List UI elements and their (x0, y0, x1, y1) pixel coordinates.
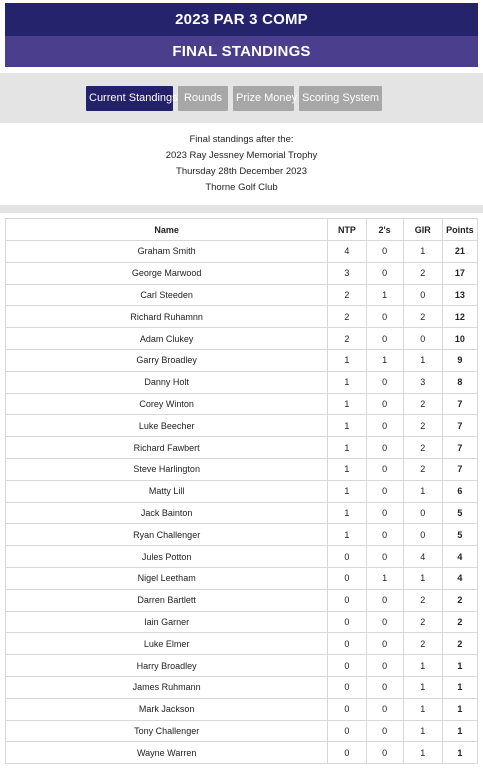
points-cell: 2 (442, 589, 477, 611)
player-name-cell: Tony Challenger (6, 720, 328, 742)
gir-cell: 2 (403, 633, 442, 655)
gir-cell: 0 (403, 524, 442, 546)
twos-cell: 0 (366, 524, 403, 546)
table-row (6, 480, 478, 502)
gir-cell: 2 (403, 437, 442, 459)
points-cell: 7 (442, 458, 477, 480)
twos-cell: 0 (366, 480, 403, 502)
twos-cell: 0 (366, 589, 403, 611)
ntp-cell: 2 (328, 284, 366, 306)
ntp-cell: 2 (328, 306, 366, 328)
player-name-cell: Ryan Challenger (6, 524, 328, 546)
twos-cell: 0 (366, 546, 403, 568)
player-name-cell: Adam Clukey (6, 328, 328, 350)
ntp-cell: 1 (328, 349, 366, 371)
table-row (6, 655, 478, 677)
player-name-cell: Mark Jackson (6, 698, 328, 720)
gir-cell: 1 (403, 676, 442, 698)
twos-cell: 0 (366, 437, 403, 459)
twos-cell: 0 (366, 371, 403, 393)
ntp-cell: 0 (328, 546, 366, 568)
twos-cell: 0 (366, 262, 403, 284)
table-row (6, 393, 478, 415)
twos-cell: 0 (366, 633, 403, 655)
twos-cell: 0 (366, 655, 403, 677)
ntp-cell: 1 (328, 437, 366, 459)
player-name-cell: Graham Smith (6, 241, 328, 263)
gir-cell: 3 (403, 371, 442, 393)
player-name-cell: Corey Winton (6, 393, 328, 415)
ntp-cell: 1 (328, 524, 366, 546)
twos-cell: 0 (366, 742, 403, 764)
ntp-cell: 4 (328, 241, 366, 263)
gir-cell: 2 (403, 458, 442, 480)
points-cell: 8 (442, 371, 477, 393)
tab-list (86, 86, 382, 111)
player-name-cell: Carl Steeden (6, 284, 328, 306)
ntp-cell: 3 (328, 262, 366, 284)
ntp-cell: 1 (328, 415, 366, 437)
twos-cell: 0 (366, 502, 403, 524)
gir-cell: 1 (403, 698, 442, 720)
player-name-cell: Jack Bainton (6, 502, 328, 524)
ntp-cell: 2 (328, 328, 366, 350)
points-cell: 21 (442, 241, 477, 263)
table-row (6, 524, 478, 546)
points-cell: 17 (442, 262, 477, 284)
player-name-cell: Richard Ruhamnn (6, 306, 328, 328)
gir-cell: 2 (403, 589, 442, 611)
player-name-cell: Richard Fawbert (6, 437, 328, 459)
column-header-name: Name (6, 219, 328, 241)
ntp-cell: 0 (328, 611, 366, 633)
player-name-cell: Jules Potton (6, 546, 328, 568)
twos-cell: 0 (366, 393, 403, 415)
event-venue: Thorne Golf Club (205, 182, 278, 193)
player-name-cell: George Marwood (6, 262, 328, 284)
player-name-cell: Darren Bartlett (6, 589, 328, 611)
event-date: Thursday 28th December 2023 (176, 166, 307, 177)
tab-scoring-system[interactable]: Scoring System (299, 86, 382, 111)
twos-cell: 0 (366, 306, 403, 328)
event-name: 2023 Ray Jessney Memorial Trophy (165, 150, 318, 161)
tab-prize-money[interactable]: Prize Money (233, 86, 294, 111)
gir-cell: 1 (403, 241, 442, 263)
table-row (6, 328, 478, 350)
section-divider (0, 205, 483, 213)
gir-cell: 0 (403, 502, 442, 524)
ntp-cell: 1 (328, 371, 366, 393)
table-row (6, 241, 478, 263)
table-row (6, 437, 478, 459)
gir-cell: 1 (403, 655, 442, 677)
ntp-cell: 0 (328, 633, 366, 655)
gir-cell: 2 (403, 306, 442, 328)
twos-cell: 1 (366, 567, 403, 589)
points-cell: 2 (442, 611, 477, 633)
column-header-ntp: NTP (328, 219, 366, 241)
points-cell: 13 (442, 284, 477, 306)
player-name-cell: Harry Broadley (6, 655, 328, 677)
table-row (6, 633, 478, 655)
ntp-cell: 1 (328, 393, 366, 415)
points-cell: 2 (442, 633, 477, 655)
column-header-gir: GIR (403, 219, 442, 241)
table-row (6, 415, 478, 437)
ntp-cell: 1 (328, 480, 366, 502)
info-intro: Final standings after the: (189, 134, 294, 145)
points-cell: 1 (442, 655, 477, 677)
points-cell: 10 (442, 328, 477, 350)
ntp-cell: 1 (328, 458, 366, 480)
table-row (6, 502, 478, 524)
gir-cell: 1 (403, 567, 442, 589)
tab-current-standings[interactable]: Current Standings (86, 86, 173, 111)
gir-cell: 0 (403, 328, 442, 350)
twos-cell: 0 (366, 676, 403, 698)
table-row (6, 567, 478, 589)
standings-table (5, 218, 478, 764)
player-name-cell: Luke Beecher (6, 415, 328, 437)
twos-cell: 1 (366, 284, 403, 306)
twos-cell: 0 (366, 611, 403, 633)
event-info (0, 132, 483, 196)
gir-cell: 4 (403, 546, 442, 568)
points-cell: 12 (442, 306, 477, 328)
twos-cell: 0 (366, 241, 403, 263)
ntp-cell: 0 (328, 742, 366, 764)
standings-table-container (5, 218, 478, 764)
player-name-cell: Matty Lill (6, 480, 328, 502)
table-row (6, 306, 478, 328)
ntp-cell: 0 (328, 655, 366, 677)
player-name-cell: James Ruhmann (6, 676, 328, 698)
gir-cell: 2 (403, 262, 442, 284)
twos-cell: 0 (366, 698, 403, 720)
table-row (6, 611, 478, 633)
tab-rounds[interactable]: Rounds (178, 86, 228, 111)
ntp-cell: 0 (328, 720, 366, 742)
points-cell: 4 (442, 567, 477, 589)
page-title: 2023 PAR 3 COMP (5, 3, 478, 36)
twos-cell: 0 (366, 720, 403, 742)
player-name-cell: Garry Broadley (6, 349, 328, 371)
twos-cell: 1 (366, 349, 403, 371)
player-name-cell: Wayne Warren (6, 742, 328, 764)
table-row (6, 546, 478, 568)
table-row (6, 676, 478, 698)
gir-cell: 1 (403, 742, 442, 764)
ntp-cell: 0 (328, 589, 366, 611)
table-row (6, 349, 478, 371)
points-cell: 7 (442, 415, 477, 437)
points-cell: 6 (442, 480, 477, 502)
gir-cell: 1 (403, 720, 442, 742)
points-cell: 7 (442, 437, 477, 459)
gir-cell: 2 (403, 611, 442, 633)
twos-cell: 0 (366, 328, 403, 350)
ntp-cell: 0 (328, 676, 366, 698)
table-row (6, 262, 478, 284)
table-row (6, 589, 478, 611)
player-name-cell: Luke Elmer (6, 633, 328, 655)
twos-cell: 0 (366, 458, 403, 480)
points-cell: 5 (442, 524, 477, 546)
table-row (6, 371, 478, 393)
player-name-cell: Nigel Leetham (6, 567, 328, 589)
table-row (6, 698, 478, 720)
points-cell: 5 (442, 502, 477, 524)
gir-cell: 0 (403, 284, 442, 306)
column-header-twos: 2's (366, 219, 403, 241)
standings-body (6, 241, 478, 764)
ntp-cell: 0 (328, 567, 366, 589)
column-header-points: Points (442, 219, 477, 241)
points-cell: 1 (442, 698, 477, 720)
player-name-cell: Danny Holt (6, 371, 328, 393)
ntp-cell: 0 (328, 698, 366, 720)
gir-cell: 2 (403, 393, 442, 415)
gir-cell: 2 (403, 415, 442, 437)
points-cell: 1 (442, 742, 477, 764)
gir-cell: 1 (403, 480, 442, 502)
page-subtitle: FINAL STANDINGS (5, 36, 478, 67)
tab-bar (0, 73, 483, 123)
gir-cell: 1 (403, 349, 442, 371)
points-cell: 9 (442, 349, 477, 371)
player-name-cell: Steve Harlington (6, 458, 328, 480)
player-name-cell: Iain Garner (6, 611, 328, 633)
table-row (6, 720, 478, 742)
table-header-row (6, 219, 478, 241)
points-cell: 1 (442, 676, 477, 698)
points-cell: 7 (442, 393, 477, 415)
points-cell: 4 (442, 546, 477, 568)
table-row (6, 458, 478, 480)
ntp-cell: 1 (328, 502, 366, 524)
table-row (6, 284, 478, 306)
twos-cell: 0 (366, 415, 403, 437)
points-cell: 1 (442, 720, 477, 742)
table-row (6, 742, 478, 764)
